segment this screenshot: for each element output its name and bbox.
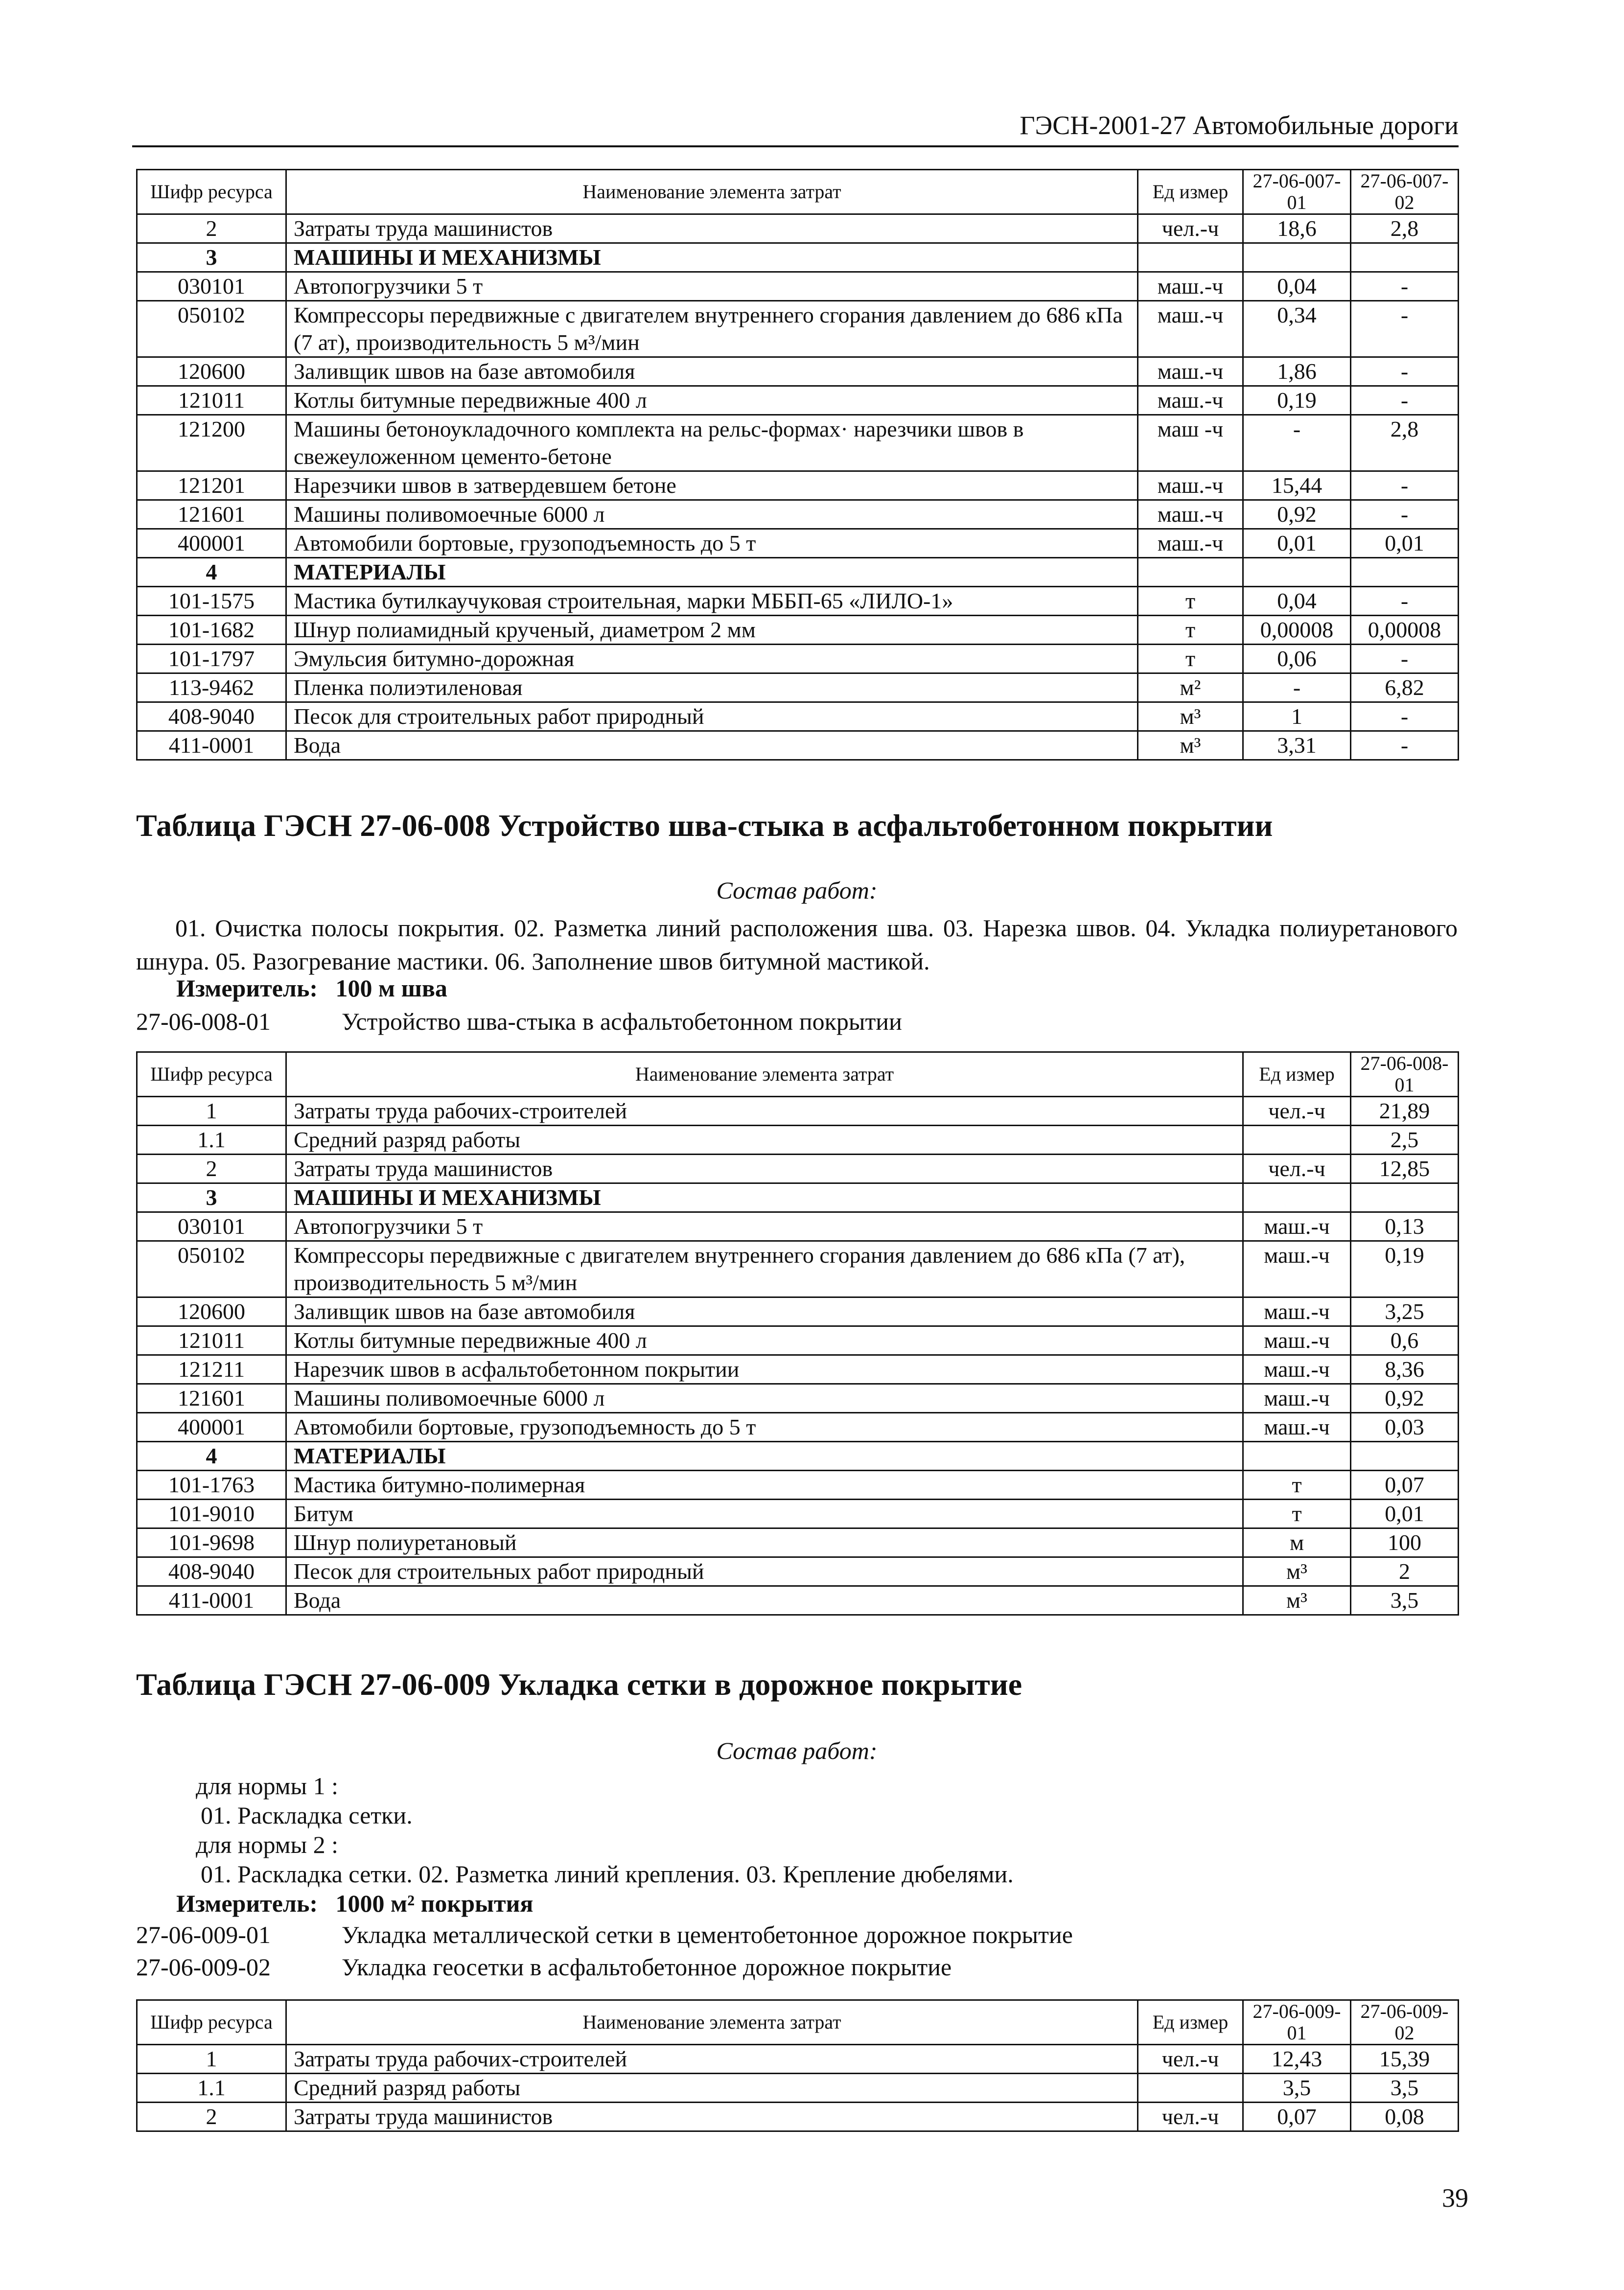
meter-value: 1000 м² покрытия [335, 1890, 534, 1917]
norm-value: 3,5 [1243, 2074, 1351, 2103]
norm-value: 0,08 [1351, 2103, 1459, 2131]
norm-value: 0,04 [1243, 272, 1351, 301]
table-row [137, 2074, 1459, 2103]
resource-name: Компрессоры передвижные с двигателем внутреннего сгорания давлением до 686 кПа (7 ат), производительность 5 м³/мин [286, 1241, 1243, 1297]
table-row [137, 1326, 1459, 1355]
norm-value: - [1351, 702, 1459, 731]
norm-value [1243, 558, 1351, 587]
resource-unit: чел.-ч [1138, 214, 1243, 243]
norm-value [1243, 243, 1351, 272]
resource-code: 101-1575 [137, 587, 286, 616]
resource-name: МАТЕРИАЛЫ [286, 1442, 1243, 1471]
col-header-name: Наименование элемента затрат [286, 1052, 1243, 1097]
norm-value: - [1243, 415, 1351, 471]
resource-unit: маш.-ч [1138, 272, 1243, 301]
resource-code: 113-9462 [137, 673, 286, 702]
norm-code: 27-06-008-01 [136, 1008, 271, 1035]
resource-code: 121011 [137, 386, 286, 415]
resource-code: 4 [137, 558, 286, 587]
resource-code: 101-9698 [137, 1528, 286, 1557]
resource-code: 2 [137, 1155, 286, 1183]
resource-name: Песок для строительных работ природный [286, 702, 1138, 731]
col-header-norm: 27-06-009-02 [1351, 2000, 1459, 2045]
resource-unit: маш.-ч [1138, 386, 1243, 415]
norm-text: Устройство шва-стыка в асфальтобетонном покрытии [342, 1008, 902, 1035]
table-row [137, 1500, 1459, 1528]
table-row [137, 415, 1459, 471]
table-row [137, 1471, 1459, 1500]
resource-code: 121200 [137, 415, 286, 471]
table-row [137, 214, 1459, 243]
norm-value: 0,01 [1351, 1500, 1459, 1528]
norm-value: 3,5 [1351, 2074, 1459, 2103]
norm-value: 0,03 [1351, 1413, 1459, 1442]
section-row [137, 558, 1459, 587]
resource-name: Нарезчики швов в затвердевшем бетоне [286, 471, 1138, 500]
table-title-27-06-008: Таблица ГЭСН 27-06-008 Устройство шва-стыка в асфальтобетонном покрытии [136, 808, 1273, 843]
resource-unit [1138, 2074, 1243, 2103]
norm-value: 3,5 [1351, 1586, 1459, 1615]
resource-code: 1.1 [137, 1126, 286, 1155]
norm-value: 12,43 [1243, 2045, 1351, 2074]
page-number: 39 [1442, 2183, 1468, 2213]
resource-code: 400001 [137, 529, 286, 558]
resource-code: 101-9010 [137, 1500, 286, 1528]
norm-value: 100 [1351, 1528, 1459, 1557]
resource-name: Мастика бутилкаучуковая строительная, марки МББП-65 «ЛИЛО-1» [286, 587, 1138, 616]
col-header-name: Наименование элемента затрат [286, 170, 1138, 214]
meter [176, 1889, 533, 1918]
norm-value: 18,6 [1243, 214, 1351, 243]
meter [176, 974, 447, 1002]
resource-name: Мастика битумно-полимерная [286, 1471, 1243, 1500]
resource-code: 1.1 [137, 2074, 286, 2103]
resource-code: 1 [137, 1097, 286, 1126]
resource-name: Затраты труда рабочих-строителей [286, 1097, 1243, 1126]
norm-line [136, 1920, 1073, 1949]
table-row [137, 1586, 1459, 1615]
norm-value: 0,92 [1243, 500, 1351, 529]
table-row [137, 1126, 1459, 1155]
resource-name: Средний разряд работы [286, 1126, 1243, 1155]
norm-value: - [1351, 731, 1459, 760]
norm-value: 0,00008 [1351, 616, 1459, 645]
resource-code: 121211 [137, 1355, 286, 1384]
table-row [137, 301, 1459, 357]
resource-code: 121601 [137, 1384, 286, 1413]
resource-unit: маш.-ч [1138, 301, 1243, 357]
composition-title: Состав работ: [716, 1737, 878, 1764]
resource-table-27-06-007 [136, 169, 1459, 761]
norm-value: - [1351, 301, 1459, 357]
table-row [137, 357, 1459, 386]
meter-value: 100 м шва [335, 974, 447, 1002]
resource-table-27-06-009 [136, 1999, 1459, 2132]
table-row [137, 731, 1459, 760]
norm-value [1351, 1442, 1459, 1471]
norm-value: - [1351, 357, 1459, 386]
resource-name: Шнур полиамидный крученый, диаметром 2 мм [286, 616, 1138, 645]
resource-code: 120600 [137, 1297, 286, 1326]
table-row [137, 587, 1459, 616]
resource-name: МАТЕРИАЛЫ [286, 558, 1138, 587]
resource-unit [1243, 1126, 1351, 1155]
resource-name: Затраты труда рабочих-строителей [286, 2045, 1138, 2074]
norm-value: - [1243, 673, 1351, 702]
resource-code: 030101 [137, 1212, 286, 1241]
norm-value: - [1351, 272, 1459, 301]
resource-code: 4 [137, 1442, 286, 1471]
resource-unit: м³ [1138, 702, 1243, 731]
norm-line [136, 1007, 902, 1036]
norm-value: 0,07 [1243, 2103, 1351, 2131]
norm-value: 3,31 [1243, 731, 1351, 760]
norm-value: 0,6 [1351, 1326, 1459, 1355]
norm-value: - [1351, 587, 1459, 616]
section-row [137, 1183, 1459, 1212]
resource-name: Шнур полиуретановый [286, 1528, 1243, 1557]
resource-unit [1138, 558, 1243, 587]
resource-unit: маш.-ч [1138, 357, 1243, 386]
page-header: ГЭСН-2001-27 Автомобильные дороги [132, 110, 1459, 147]
norm-value: 0,00008 [1243, 616, 1351, 645]
resource-code: 050102 [137, 1241, 286, 1297]
norm-1-operations: 01. Раскладка сетки. [201, 1802, 413, 1829]
resource-code: 2 [137, 214, 286, 243]
resource-name: Вода [286, 1586, 1243, 1615]
col-header-norm: 27-06-009-01 [1243, 2000, 1351, 2045]
resource-code: 2 [137, 2103, 286, 2131]
resource-name: Автопогрузчики 5 т [286, 1212, 1243, 1241]
table-row [137, 1212, 1459, 1241]
table-row [137, 500, 1459, 529]
norm-line [136, 1953, 951, 1981]
table-row [137, 673, 1459, 702]
resource-code: 121201 [137, 471, 286, 500]
norm-value: 6,82 [1351, 673, 1459, 702]
resource-name: Заливщик швов на базе автомобиля [286, 357, 1138, 386]
resource-unit [1243, 1183, 1351, 1212]
table-row [137, 1413, 1459, 1442]
norm-value: 1 [1243, 702, 1351, 731]
norm-text: Укладка металлической сетки в цементобетонное дорожное покрытие [342, 1921, 1073, 1948]
resource-unit: чел.-ч [1243, 1155, 1351, 1183]
resource-name: Машины поливомоечные 6000 л [286, 1384, 1243, 1413]
table-row [137, 2103, 1459, 2131]
norm-value: 0,01 [1243, 529, 1351, 558]
col-header-unit: Ед измер [1138, 170, 1243, 214]
resource-name: Битум [286, 1500, 1243, 1528]
table-row [137, 1241, 1459, 1297]
norm-value: 1,86 [1243, 357, 1351, 386]
resource-name: МАШИНЫ И МЕХАНИЗМЫ [286, 1183, 1243, 1212]
resource-name: Машины бетоноукладочного комплекта на рельс-формах· нарезчики швов в свежеуложенном цементо-бетоне [286, 415, 1138, 471]
resource-unit: маш.-ч [1243, 1355, 1351, 1384]
resource-code: 121601 [137, 500, 286, 529]
norm-value: - [1351, 645, 1459, 673]
norm-value: - [1351, 471, 1459, 500]
resource-unit: чел.-ч [1138, 2103, 1243, 2131]
col-header-unit: Ед измер [1138, 2000, 1243, 2045]
meter-label: Измеритель: [176, 974, 318, 1002]
norm-value: 2,5 [1351, 1126, 1459, 1155]
resource-name: МАШИНЫ И МЕХАНИЗМЫ [286, 243, 1138, 272]
table-row [137, 702, 1459, 731]
resource-unit: м² [1138, 673, 1243, 702]
resource-code: 408-9040 [137, 1557, 286, 1586]
norm-value: 2,8 [1351, 415, 1459, 471]
composition-text: 01. Очистка полосы покрытия. 02. Разметка линий расположения шва. 03. Нарезка швов. 04. Укладка полиуретанового шнура. 05. Разогревание мастики. 06. Заполнение швов битумной мастикой. [136, 914, 1458, 975]
resource-name: Котлы битумные передвижные 400 л [286, 1326, 1243, 1355]
norm-value: 15,44 [1243, 471, 1351, 500]
for-norm-1: для нормы 1 : [196, 1772, 339, 1800]
resource-name: Автомобили бортовые, грузоподъемность до 5 т [286, 529, 1138, 558]
resource-name: Заливщик швов на базе автомобиля [286, 1297, 1243, 1326]
resource-name: Котлы битумные передвижные 400 л [286, 386, 1138, 415]
section-row [137, 243, 1459, 272]
norm-code: 27-06-009-02 [136, 1953, 271, 1981]
table-row [137, 1384, 1459, 1413]
table-row [137, 1355, 1459, 1384]
resource-unit: маш.-ч [1243, 1384, 1351, 1413]
norm-value [1351, 243, 1459, 272]
norm-value: 0,19 [1351, 1241, 1459, 1297]
col-header-unit: Ед измер [1243, 1052, 1351, 1097]
resource-code: 408-9040 [137, 702, 286, 731]
norm-text: Укладка геосетки в асфальтобетонное дорожное покрытие [342, 1953, 952, 1981]
resource-name: Автопогрузчики 5 т [286, 272, 1138, 301]
resource-unit: м³ [1138, 731, 1243, 760]
norm-value [1351, 558, 1459, 587]
resource-code: 411-0001 [137, 731, 286, 760]
norm-value: 0,06 [1243, 645, 1351, 673]
resource-unit: маш.-ч [1243, 1241, 1351, 1297]
table-row [137, 616, 1459, 645]
resource-unit: т [1138, 587, 1243, 616]
resource-name: Затраты труда машинистов [286, 2103, 1138, 2131]
resource-unit: м³ [1243, 1557, 1351, 1586]
norm-value: 0,13 [1351, 1212, 1459, 1241]
resource-name: Средний разряд работы [286, 2074, 1138, 2103]
resource-code: 121011 [137, 1326, 286, 1355]
table-title-27-06-009: Таблица ГЭСН 27-06-009 Укладка сетки в дорожное покрытие [136, 1667, 1022, 1702]
norm-value: 0,04 [1243, 587, 1351, 616]
norm-value: 0,07 [1351, 1471, 1459, 1500]
resource-unit: чел.-ч [1243, 1097, 1351, 1126]
meter-label: Измеритель: [176, 1890, 318, 1917]
resource-code: 030101 [137, 272, 286, 301]
norm-value: 2 [1351, 1557, 1459, 1586]
resource-unit: маш.-ч [1138, 471, 1243, 500]
resource-unit: маш.-ч [1138, 529, 1243, 558]
norm-value: - [1351, 500, 1459, 529]
table-row [137, 1155, 1459, 1183]
section-row [137, 1442, 1459, 1471]
resource-name: Эмульсия битумно-дорожная [286, 645, 1138, 673]
table-row [137, 1297, 1459, 1326]
resource-code: 411-0001 [137, 1586, 286, 1615]
norm-value [1351, 1183, 1459, 1212]
norm-2-operations: 01. Раскладка сетки. 02. Разметка линий крепления. 03. Крепление дюбелями. [201, 1860, 1014, 1888]
norm-value: 0,01 [1351, 529, 1459, 558]
resource-name: Пленка полиэтиленовая [286, 673, 1138, 702]
resource-code: 101-1797 [137, 645, 286, 673]
composition-title: Состав работ: [716, 877, 878, 904]
resource-code: 3 [137, 1183, 286, 1212]
resource-code: 101-1763 [137, 1471, 286, 1500]
resource-name: Машины поливомоечные 6000 л [286, 500, 1138, 529]
table-row [137, 1557, 1459, 1586]
resource-name: Затраты труда машинистов [286, 1155, 1243, 1183]
resource-unit: маш.-ч [1243, 1297, 1351, 1326]
resource-unit: т [1138, 616, 1243, 645]
resource-unit: маш -ч [1138, 415, 1243, 471]
col-header-norm: 27-06-008-01 [1351, 1052, 1459, 1097]
norm-value: 0,34 [1243, 301, 1351, 357]
resource-name: Вода [286, 731, 1138, 760]
norm-value: 8,36 [1351, 1355, 1459, 1384]
resource-code: 3 [137, 243, 286, 272]
norm-value: 12,85 [1351, 1155, 1459, 1183]
resource-unit [1138, 243, 1243, 272]
resource-unit: маш.-ч [1243, 1212, 1351, 1241]
table-row [137, 529, 1459, 558]
norm-value: 3,25 [1351, 1297, 1459, 1326]
resource-unit: т [1243, 1500, 1351, 1528]
norm-value: 0,19 [1243, 386, 1351, 415]
col-header-norm: 27-06-007-01 [1243, 170, 1351, 214]
norm-value: 21,89 [1351, 1097, 1459, 1126]
col-header-code: Шифр ресурса [137, 1052, 286, 1097]
resource-unit: чел.-ч [1138, 2045, 1243, 2074]
norm-value: - [1351, 386, 1459, 415]
resource-table-27-06-008 [136, 1051, 1459, 1616]
resource-name: Компрессоры передвижные с двигателем внутреннего сгорания давлением до 686 кПа (7 ат), производительность 5 м³/мин [286, 301, 1138, 357]
table-row [137, 2045, 1459, 2074]
resource-unit: м [1243, 1528, 1351, 1557]
resource-unit: т [1138, 645, 1243, 673]
col-header-code: Шифр ресурса [137, 2000, 286, 2045]
resource-code: 120600 [137, 357, 286, 386]
norm-value: 15,39 [1351, 2045, 1459, 2074]
table-row [137, 471, 1459, 500]
resource-unit [1243, 1442, 1351, 1471]
resource-unit: маш.-ч [1138, 500, 1243, 529]
col-header-code: Шифр ресурса [137, 170, 286, 214]
resource-unit: т [1243, 1471, 1351, 1500]
table-row [137, 272, 1459, 301]
table-row [137, 645, 1459, 673]
resource-name: Автомобили бортовые, грузоподъемность до 5 т [286, 1413, 1243, 1442]
resource-code: 400001 [137, 1413, 286, 1442]
norm-value: 2,8 [1351, 214, 1459, 243]
resource-code: 1 [137, 2045, 286, 2074]
resource-name: Песок для строительных работ природный [286, 1557, 1243, 1586]
table-row [137, 1528, 1459, 1557]
table-row [137, 386, 1459, 415]
resource-unit: маш.-ч [1243, 1326, 1351, 1355]
resource-name: Затраты труда машинистов [286, 214, 1138, 243]
for-norm-2: для нормы 2 : [196, 1831, 339, 1858]
resource-code: 050102 [137, 301, 286, 357]
resource-name: Нарезчик швов в асфальтобетонном покрытии [286, 1355, 1243, 1384]
resource-unit: м³ [1243, 1586, 1351, 1615]
norm-code: 27-06-009-01 [136, 1921, 271, 1948]
table-row [137, 1097, 1459, 1126]
norm-value: 0,92 [1351, 1384, 1459, 1413]
resource-unit: маш.-ч [1243, 1413, 1351, 1442]
col-header-norm: 27-06-007-02 [1351, 170, 1459, 214]
col-header-name: Наименование элемента затрат [286, 2000, 1138, 2045]
resource-code: 101-1682 [137, 616, 286, 645]
